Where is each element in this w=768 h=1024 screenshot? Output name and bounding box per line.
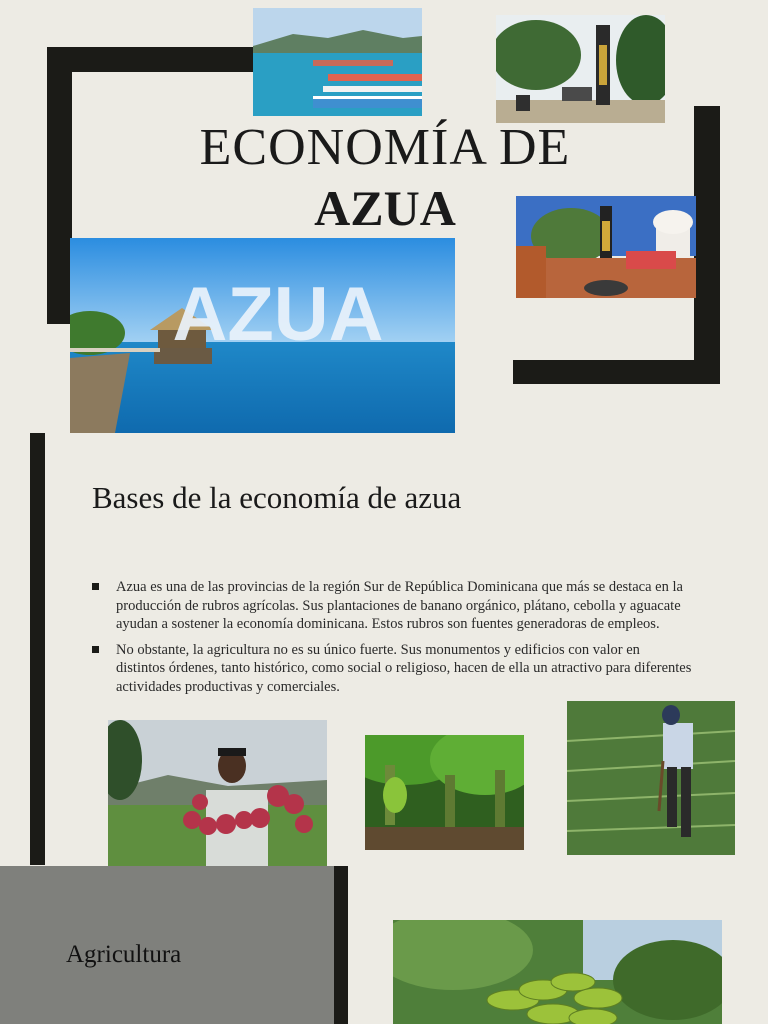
economy-bullet-list [92,578,692,703]
agriculture-panel-rule [334,866,348,1024]
page-title-line-2: AZUA [314,180,456,236]
square-bullet-icon [92,646,99,653]
harbor-boats-photo [253,8,422,116]
hero-overlay-text: AZUA [172,272,384,357]
colorful-plaza-photo [516,196,696,298]
bullet-text: No obstante, la agricultura no es su único fuerte. Sus monumentos y edificios con valor en distintos órdenes, tanto histórico, como social o religioso, hacen de ella un atractivo para diferentes actividades productivas y comerciales. [116,641,692,695]
banana-plantation-photo [365,735,524,850]
frame-right-vertical [694,106,720,384]
page-title-line-1: ECONOMÍA DE [199,119,571,176]
frame-right-horizontal [513,360,720,384]
frame-top-left-vertical [47,47,72,324]
square-bullet-icon [92,583,99,590]
bananas-photo [393,920,722,1024]
section-left-rule [30,433,45,865]
field-worker-photo [567,701,735,855]
bullet-item [92,578,692,634]
monument-plaza-photo [496,15,665,123]
bullet-item [92,641,692,697]
agriculture-heading: Agricultura [66,941,182,968]
azua-beach-hero-photo [70,238,455,433]
farmer-onions-photo [108,720,327,866]
section-heading: Bases de la economía de azua [92,480,462,515]
frame-top-left-horizontal [47,47,259,72]
bullet-text: Azua es una de las provincias de la región Sur de República Dominicana que más se destaca en la producción de rubros agrícolas. Sus plantaciones de banano orgánico, plátano, cebolla y aguacate ayudan a sostener la economía dominicana. Estos rubros son fuentes generadoras de empleos. [116,579,683,632]
